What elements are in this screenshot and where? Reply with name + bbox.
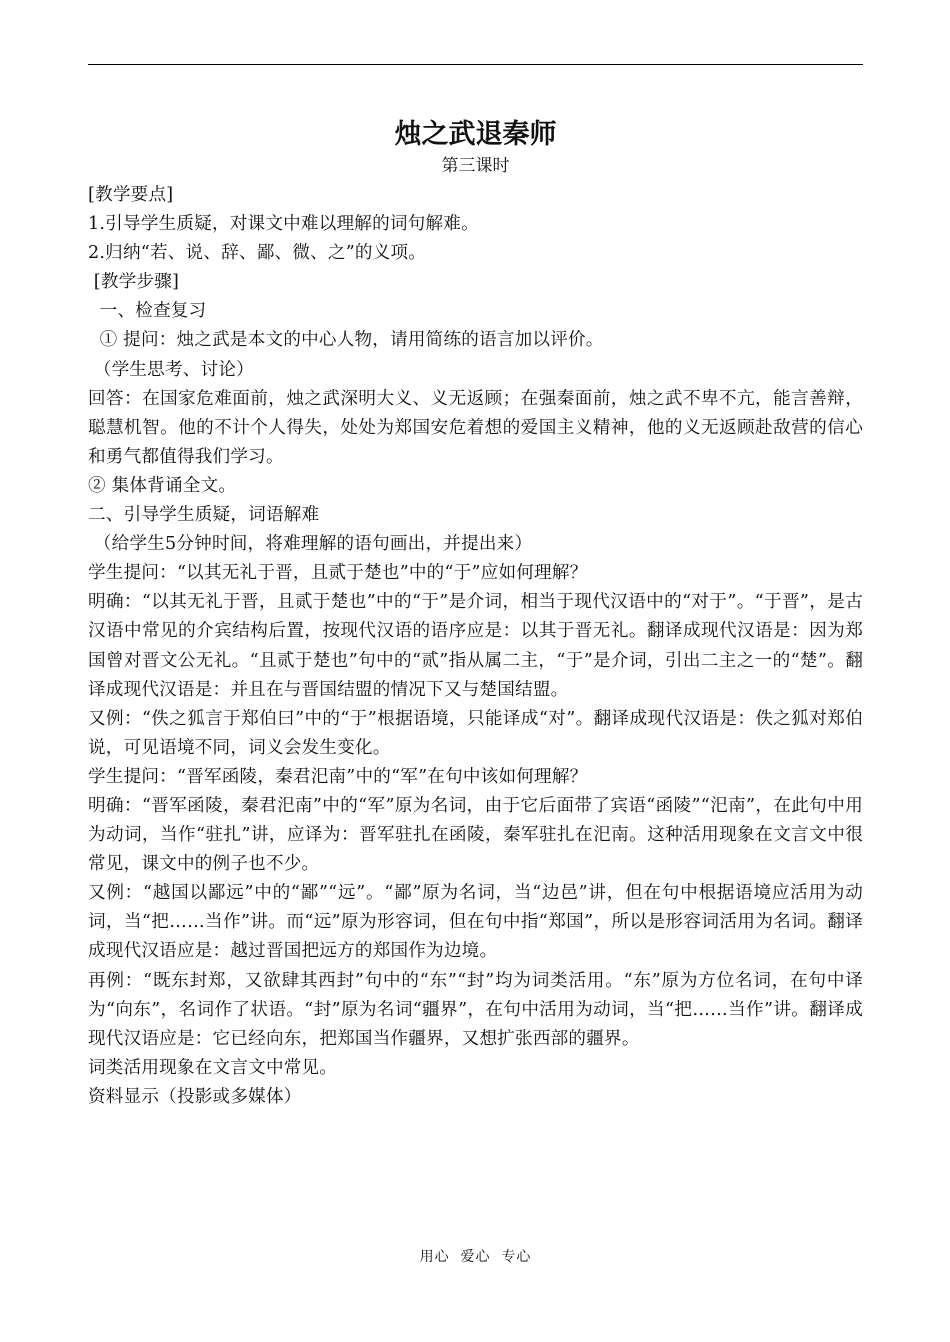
clarification-2: 明确：“晋军函陵，秦君汜南”中的“军”原为名词，由于它后面带了宾语“函陵”“汜南”，在此句中用为动词，当作“驻扎”讲，应译为：晋军驻扎在函陵，秦军驻扎在汜南。这种活用现象在文言文中很常见，课文中的例子也不少。 <box>88 795 863 875</box>
teaching-steps-heading: [教学步骤] <box>88 272 180 293</box>
example-3: 再例：“既东封郑，又欲肆其西封”句中的“东”“封”均为词类活用。“东”原为方位名词，在句中译为“向东”，名词作了状语。“封”原为名词“疆界”，在句中活用为动词，当“把……当作”讲。翻译成现代汉语应是：它已经向东，把郑国当作疆界，又想扩张西部的疆界。 <box>88 970 863 1049</box>
teaching-points-heading: [教学要点] <box>88 185 174 205</box>
time-note: （给学生5分钟时间，将难理解的语句画出，并提出来） <box>88 534 533 555</box>
materials-note: 资料显示（投影或多媒体） <box>88 1086 302 1107</box>
section-questions-heading: 二、引导学生质疑，词语解难 <box>88 505 320 526</box>
lesson-subtitle: 第三课时 <box>441 156 510 176</box>
recite-paragraph: ② 集体背诵全文。 <box>88 475 237 496</box>
discussion-note: （学生思考、讨论） <box>88 359 254 380</box>
teaching-point-2: 2.归纳“若、说、辞、鄙、微、之”的义项。 <box>88 243 427 264</box>
document-body <box>88 181 863 1112</box>
page-footer: 用心 爱心 专心 <box>419 1249 532 1265</box>
summary-note: 词类活用现象在文言文中常见。 <box>88 1057 338 1078</box>
document-title: 烛之武退秦师 <box>394 119 557 150</box>
example-2: 又例：“越国以鄙远”中的“鄙”“远”。“鄙”原为名词，当“边邑”讲，但在句中根据语境应活用为动词，当“把……当作”讲。而“远”原为形容词，但在句中指“郑国”，所以是形容词活用为名词。翻译成现代汉语应是：越过晋国把远方的郑国作为边境。 <box>88 883 863 962</box>
student-question-2: 学生提问：“晋军函陵，秦君汜南”中的“军”在句中该如何理解？ <box>88 766 588 787</box>
section-review-heading: 一、检查复习 <box>88 301 207 322</box>
student-question-1: 学生提问：“以其无礼于晋，且贰于楚也”中的“于”应如何理解？ <box>88 563 588 584</box>
header-rule <box>88 64 863 65</box>
teaching-point-1: 1.引导学生质疑，对课文中难以理解的词句解难。 <box>88 214 479 235</box>
clarification-1: 明确：“以其无礼于晋，且贰于楚也”中的“于”是介词，相当于现代汉语中的“对于”。“于晋”，是古汉语中常见的介宾结构后置，按现代汉语的语序应是：以其于晋无礼。翻译成现代汉语是：因为郑国曾对晋文公无礼。“且贰于楚也”句中的“贰”指从属二主，“于”是介词，引出二主之一的“楚”。翻译成现代汉语是：并且在与晋国结盟的情况下又与楚国结盟。 <box>88 592 863 700</box>
answer-paragraph: 回答：在国家危难面前，烛之武深明大义、义无返顾；在强秦面前，烛之武不卑不亢，能言善辩，聪慧机智。他的不计个人得失，处处为郑国安危着想的爱国主义精神，他的义无返顾赴敌营的信心和勇气都值得我们学习。 <box>88 388 863 467</box>
review-question: ① 提问：烛之武是本文的中心人物，请用简练的语言加以评价。 <box>88 330 604 351</box>
example-1: 又例：“佚之狐言于郑伯曰”中的“于”根据语境，只能译成“对”。翻译成现代汉语是：佚之狐对郑伯说，可见语境不同，词义会发生变化。 <box>88 708 863 758</box>
